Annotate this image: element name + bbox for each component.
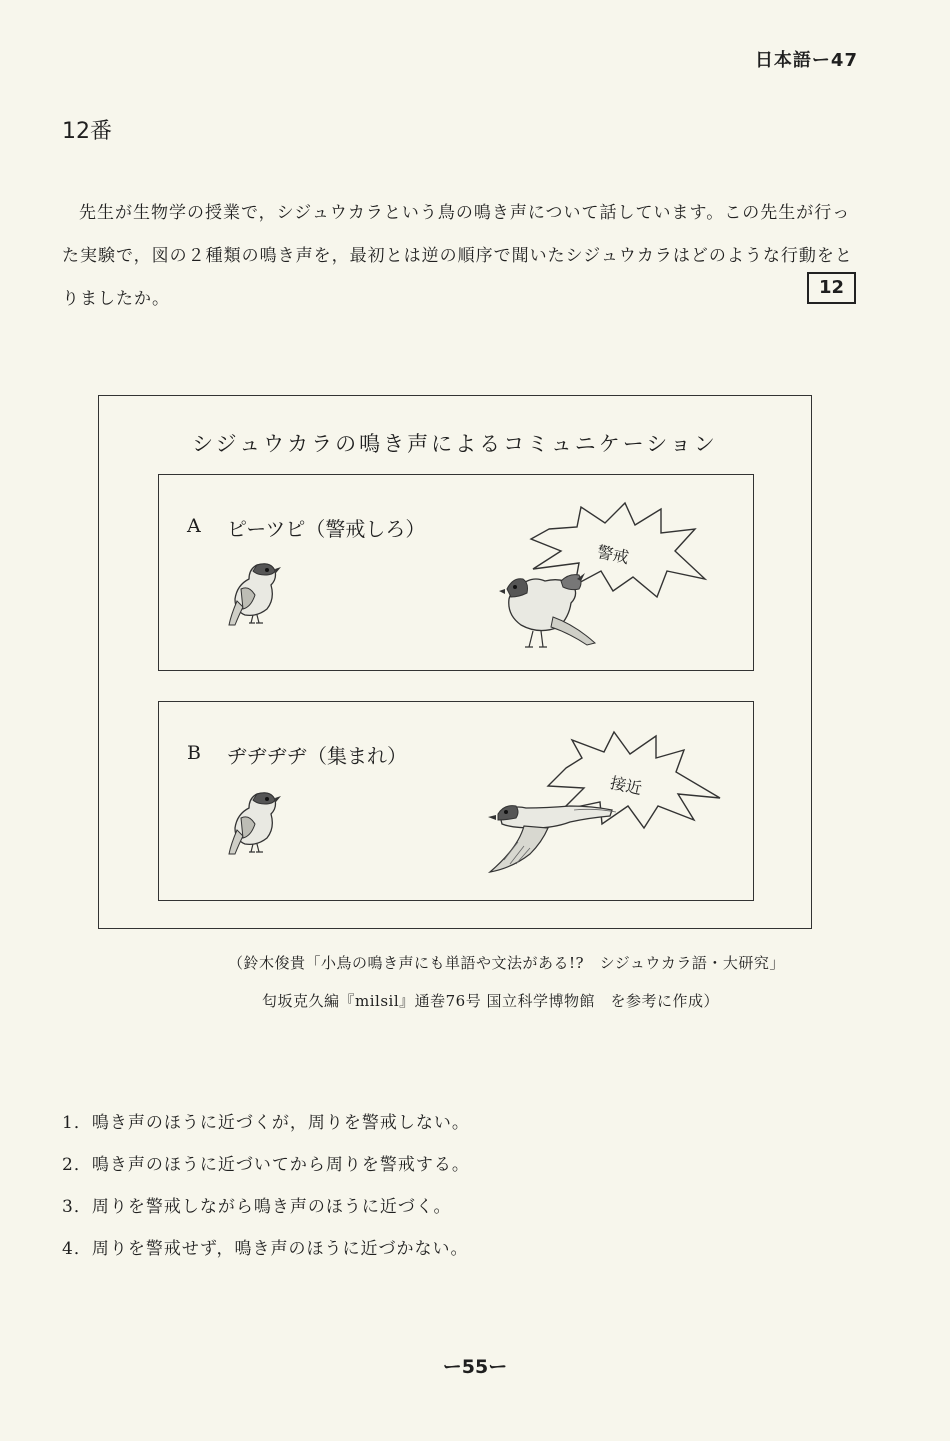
question-text: 先生が生物学の授業で，シジュウカラという鳥の鳴き声について話しています。この先生が行った実験で，図の２種類の鳴き声を，最初とは逆の順序で聞いたシジュウカラはどのような行動をとりましたか。 [62, 203, 853, 309]
panel-b-letter: B [187, 742, 201, 764]
choice-3: 3．周りを警戒しながら鳴き声のほうに近づく。 [62, 1197, 452, 1217]
figure-frame [98, 395, 812, 929]
choice-1: 1．鳴き声のほうに近づくが，周りを警戒しない。 [62, 1113, 470, 1133]
answer-choices [62, 1102, 470, 1270]
choice-2: 2．鳴き声のほうに近づいてから周りを警戒する。 [62, 1155, 470, 1175]
flying-bird-icon [484, 798, 624, 878]
approach-burst-text: 接近 [608, 773, 644, 799]
figure-title: シジュウカラの鳴き声によるコミュニケーション [192, 432, 718, 456]
panel-a [158, 474, 754, 671]
question-number: 12番 [62, 119, 112, 144]
page-header-label: 日本語ー47 [754, 50, 858, 71]
choice-4: 4．周りを警戒せず，鳴き声のほうに近づかない。 [62, 1239, 469, 1259]
citation-line-1: （鈴木俊貴「小鳥の鳴き声にも単語や文法がある!? シジュウカラ語・大研究」 [228, 954, 785, 972]
alarm-burst-text: 警戒 [595, 542, 631, 568]
panel-a-call-label: ピーツピ（警戒しろ） [227, 517, 426, 541]
alert-bird-icon [499, 567, 599, 652]
perched-bird-icon [227, 555, 287, 630]
answer-box: 12 [807, 272, 856, 304]
page-number: ー55ー [442, 1356, 508, 1378]
panel-b-call-label: ヂヂヂヂ（集まれ） [227, 744, 407, 768]
panel-b [158, 701, 754, 901]
perched-bird-icon [227, 784, 287, 859]
panel-a-letter: A [187, 515, 201, 537]
citation-line-2: 匂坂克久編『milsil』通巻76号 国立科学博物館 を参考に作成） [262, 992, 719, 1010]
